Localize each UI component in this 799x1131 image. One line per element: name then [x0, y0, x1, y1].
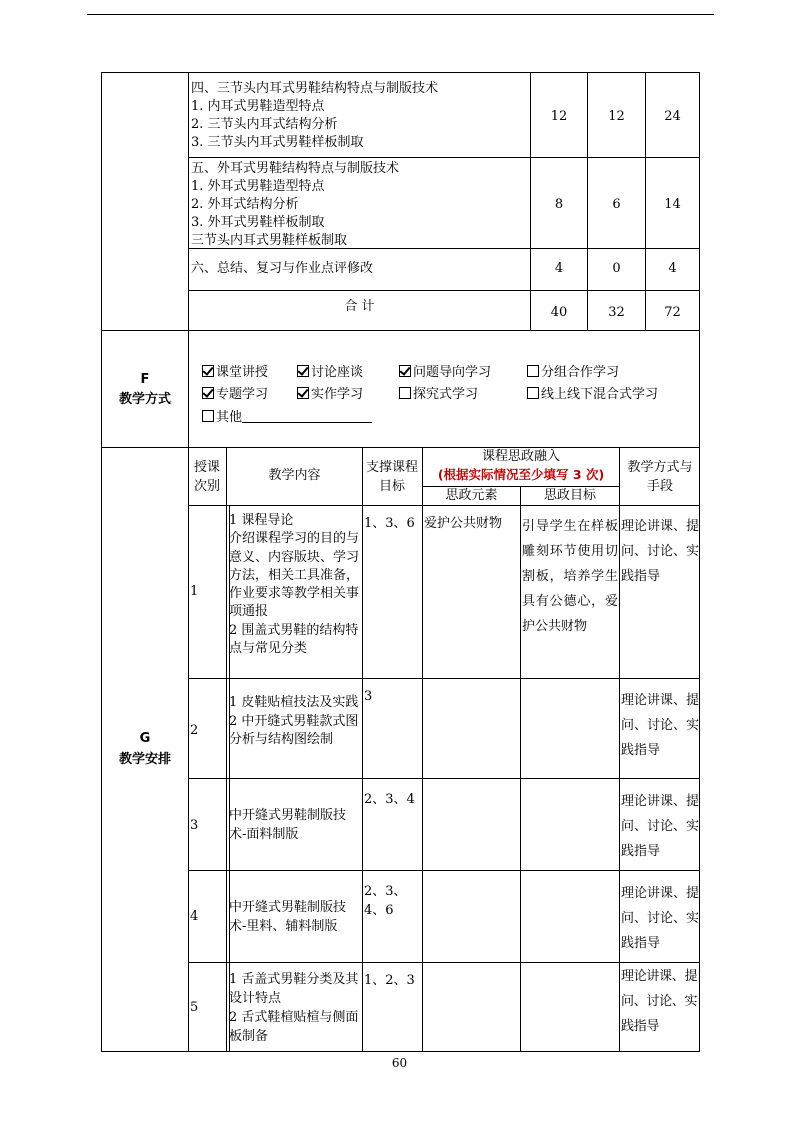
row-4-line-1: 四、三节头内耳式男鞋结构特点与制版技术 — [191, 81, 439, 96]
header-content: 教学内容 — [268, 468, 321, 483]
hours-value: 4 — [554, 261, 564, 276]
header-rule — [87, 14, 714, 15]
header-method: 教学方式与手段 — [627, 460, 693, 494]
checkbox-empty-icon[interactable] — [527, 387, 539, 399]
hours-value: 14 — [664, 197, 681, 212]
checkbox-empty-icon[interactable] — [399, 387, 411, 399]
option-other[interactable]: 其他 — [202, 408, 372, 427]
row-4-line-3: 2. 三节头内耳式结构分析 — [191, 117, 338, 132]
row-4-line-2: 1. 内耳式男鞋造型特点 — [191, 99, 325, 114]
checkbox-empty-icon[interactable] — [202, 410, 214, 422]
method-cell: 理论讲课、提问、讨论、实践指导 — [621, 693, 700, 758]
option-discussion[interactable]: 讨论座谈 — [297, 364, 363, 382]
section-g-title: 教学安排 — [118, 752, 171, 767]
header-goal: 支撑课程目标 — [365, 460, 418, 494]
row-5-line-1: 五、外耳式男鞋结构特点与制版技术 — [191, 161, 400, 176]
checkbox-checked-icon[interactable] — [297, 365, 309, 377]
session-number: 4 — [190, 909, 199, 924]
row-5-line-4: 3. 外耳式男鞋样板制取 — [191, 215, 325, 230]
session-number: 2 — [190, 723, 199, 738]
section-f-title: 教学方式 — [118, 392, 171, 407]
session-number: 1 — [190, 584, 199, 599]
header-element: 思政元素 — [445, 488, 498, 503]
checkbox-empty-icon[interactable] — [527, 365, 539, 377]
content-cell: 中开缝式男鞋制版技术-里料、辅料制版 — [229, 900, 347, 934]
goal-cell: 2、3、4、6 — [364, 884, 407, 918]
checkbox-checked-icon[interactable] — [202, 365, 214, 377]
hours-value: 12 — [550, 109, 568, 124]
header-ideology: 课程思政融入 — [481, 449, 560, 464]
hours-value: 4 — [668, 261, 677, 276]
checkbox-checked-icon[interactable] — [399, 365, 411, 377]
row-6-line-1: 六、总结、复习与作业点评修改 — [191, 261, 374, 276]
content-cell: 中开缝式男鞋制版技术-面料制版 — [229, 808, 347, 842]
option-group-work[interactable]: 分组合作学习 — [527, 364, 619, 382]
content-cell: 1 舌盖式男鞋分类及其设计特点 2 舌式鞋楦贴楦与侧面板制备 — [229, 972, 359, 1044]
total-label: 合 计 — [344, 299, 375, 314]
hours-value: 0 — [612, 261, 621, 276]
hours-value: 6 — [612, 197, 621, 212]
option-topic[interactable]: 专题学习 — [202, 386, 268, 404]
content-cell: 1 课程导论 介绍课程学习的目的与意义、内容版块、学习方法，相关工具准备，作业要求等教学相关事项通报 2 围盖式男鞋的结构特点与常见分类 — [229, 513, 360, 657]
row-5-line-2: 1. 外耳式男鞋造型特点 — [191, 179, 325, 194]
method-cell: 理论讲课、提问、讨论、实践指导 — [621, 794, 700, 859]
option-blended[interactable]: 线上线下混合式学习 — [527, 386, 658, 404]
page-number: 60 — [391, 1056, 408, 1070]
header-target: 思政目标 — [543, 488, 596, 503]
session-number: 5 — [190, 1000, 199, 1015]
row-5-line-5: 三节头内耳式男鞋样板制取 — [191, 233, 348, 248]
option-practice[interactable]: 实作学习 — [297, 386, 363, 404]
target-cell: 引导学生在样板雕刻环节使用切割板，培养学生具有公德心，爱护公共财物 — [522, 519, 618, 634]
content-cell: 1 皮鞋贴楦技法及实践 2 中开缝式男鞋款式图分析与结构图绘制 — [229, 695, 359, 747]
section-f-letter: F — [140, 372, 150, 387]
session-number: 3 — [190, 818, 199, 833]
element-cell: 爱护公共财物 — [424, 516, 503, 531]
option-inquiry[interactable]: 探究式学习 — [399, 386, 478, 404]
hours-value: 24 — [664, 109, 681, 124]
goal-cell: 1、3、6 — [364, 516, 415, 531]
section-g-letter: G — [139, 731, 151, 746]
header-session: 授课次别 — [193, 460, 220, 494]
goal-cell: 1、2、3 — [364, 973, 415, 988]
header-ideology-note: (根据实际情况至少填写 3 次) — [437, 467, 605, 482]
goal-cell: 3 — [364, 689, 373, 704]
total-value: 40 — [550, 305, 568, 320]
total-value: 72 — [664, 305, 681, 320]
option-problem-based[interactable]: 问题导向学习 — [399, 364, 491, 382]
row-4-line-4: 3. 三节头内耳式男鞋样板制取 — [191, 135, 364, 150]
option-lecture[interactable]: 课堂讲授 — [202, 364, 268, 382]
goal-cell: 2、3、4 — [364, 792, 415, 807]
row-5-line-3: 2. 外耳式结构分析 — [191, 197, 299, 212]
other-blank-field[interactable] — [242, 408, 372, 423]
method-cell: 理论讲课、提问、讨论、实践指导 — [621, 886, 700, 951]
checkbox-checked-icon[interactable] — [297, 387, 309, 399]
total-value: 32 — [608, 305, 625, 320]
method-cell: 理论讲课、提问、讨论、实践指导 — [621, 969, 698, 1034]
hours-value: 12 — [608, 109, 625, 124]
checkbox-checked-icon[interactable] — [202, 387, 214, 399]
hours-value: 8 — [554, 197, 564, 212]
method-cell: 理论讲课、提问、讨论、实践指导 — [621, 519, 700, 584]
